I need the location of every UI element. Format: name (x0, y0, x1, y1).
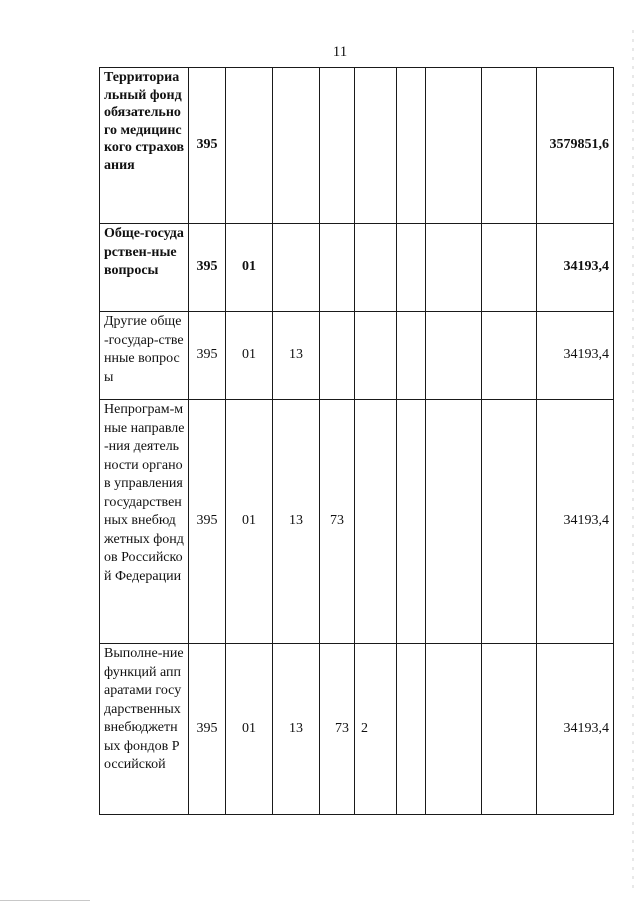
cell-section: 01 (226, 644, 273, 815)
scan-bottom-line (0, 900, 90, 901)
cell-target (320, 68, 355, 224)
cell-ministry: 395 (189, 224, 226, 312)
table-row (100, 224, 614, 312)
scan-edge-artifact (632, 30, 634, 890)
cell-target-sub (355, 312, 397, 400)
cell-target: 73 (320, 644, 355, 815)
row-name: Территориальный фонд обязательного медицинского страхования (100, 68, 189, 224)
cell-target-sub: 2 (355, 644, 397, 815)
cell-section: 01 (226, 400, 273, 644)
table-row (100, 644, 614, 815)
cell-col7 (426, 312, 482, 400)
cell-vr (482, 644, 537, 815)
cell-target-sub (355, 224, 397, 312)
cell-subsection: 13 (273, 312, 320, 400)
cell-amount: 34193,4 (537, 224, 614, 312)
cell-section (226, 68, 273, 224)
cell-target-sub (355, 68, 397, 224)
cell-target: 73 (320, 400, 355, 644)
row-name: Выполне-ние функций аппаратами государственных внебюджетных фондов Российской (100, 644, 189, 815)
cell-col7 (426, 644, 482, 815)
cell-col6 (397, 312, 426, 400)
cell-vr (482, 400, 537, 644)
cell-target (320, 224, 355, 312)
cell-amount: 34193,4 (537, 400, 614, 644)
cell-amount: 3579851,6 (537, 68, 614, 224)
budget-table (99, 67, 614, 815)
cell-ministry: 395 (189, 400, 226, 644)
cell-subsection: 13 (273, 644, 320, 815)
row-name: Непрограм-мные направле-ния деятельности органов управления государственных внебюджетных фондов Российской Федерации (100, 400, 189, 644)
cell-amount: 34193,4 (537, 644, 614, 815)
cell-section: 01 (226, 224, 273, 312)
table-row (100, 312, 614, 400)
cell-col7 (426, 68, 482, 224)
cell-vr (482, 312, 537, 400)
cell-col7 (426, 400, 482, 644)
cell-amount: 34193,4 (537, 312, 614, 400)
cell-vr (482, 224, 537, 312)
cell-ministry: 395 (189, 644, 226, 815)
row-name: Другие обще-государ-ственные вопросы (100, 312, 189, 400)
cell-vr (482, 68, 537, 224)
cell-target (320, 312, 355, 400)
cell-col6 (397, 400, 426, 644)
cell-ministry: 395 (189, 312, 226, 400)
table-row (100, 68, 614, 224)
cell-col6 (397, 224, 426, 312)
cell-ministry: 395 (189, 68, 226, 224)
page-number: 11 (332, 44, 348, 60)
cell-col7 (426, 224, 482, 312)
cell-col6 (397, 68, 426, 224)
table-row (100, 400, 614, 644)
cell-subsection (273, 68, 320, 224)
cell-subsection (273, 224, 320, 312)
row-name: Обще-государствен-ные вопросы (100, 224, 189, 312)
cell-subsection: 13 (273, 400, 320, 644)
cell-section: 01 (226, 312, 273, 400)
cell-target-sub (355, 400, 397, 644)
cell-col6 (397, 644, 426, 815)
